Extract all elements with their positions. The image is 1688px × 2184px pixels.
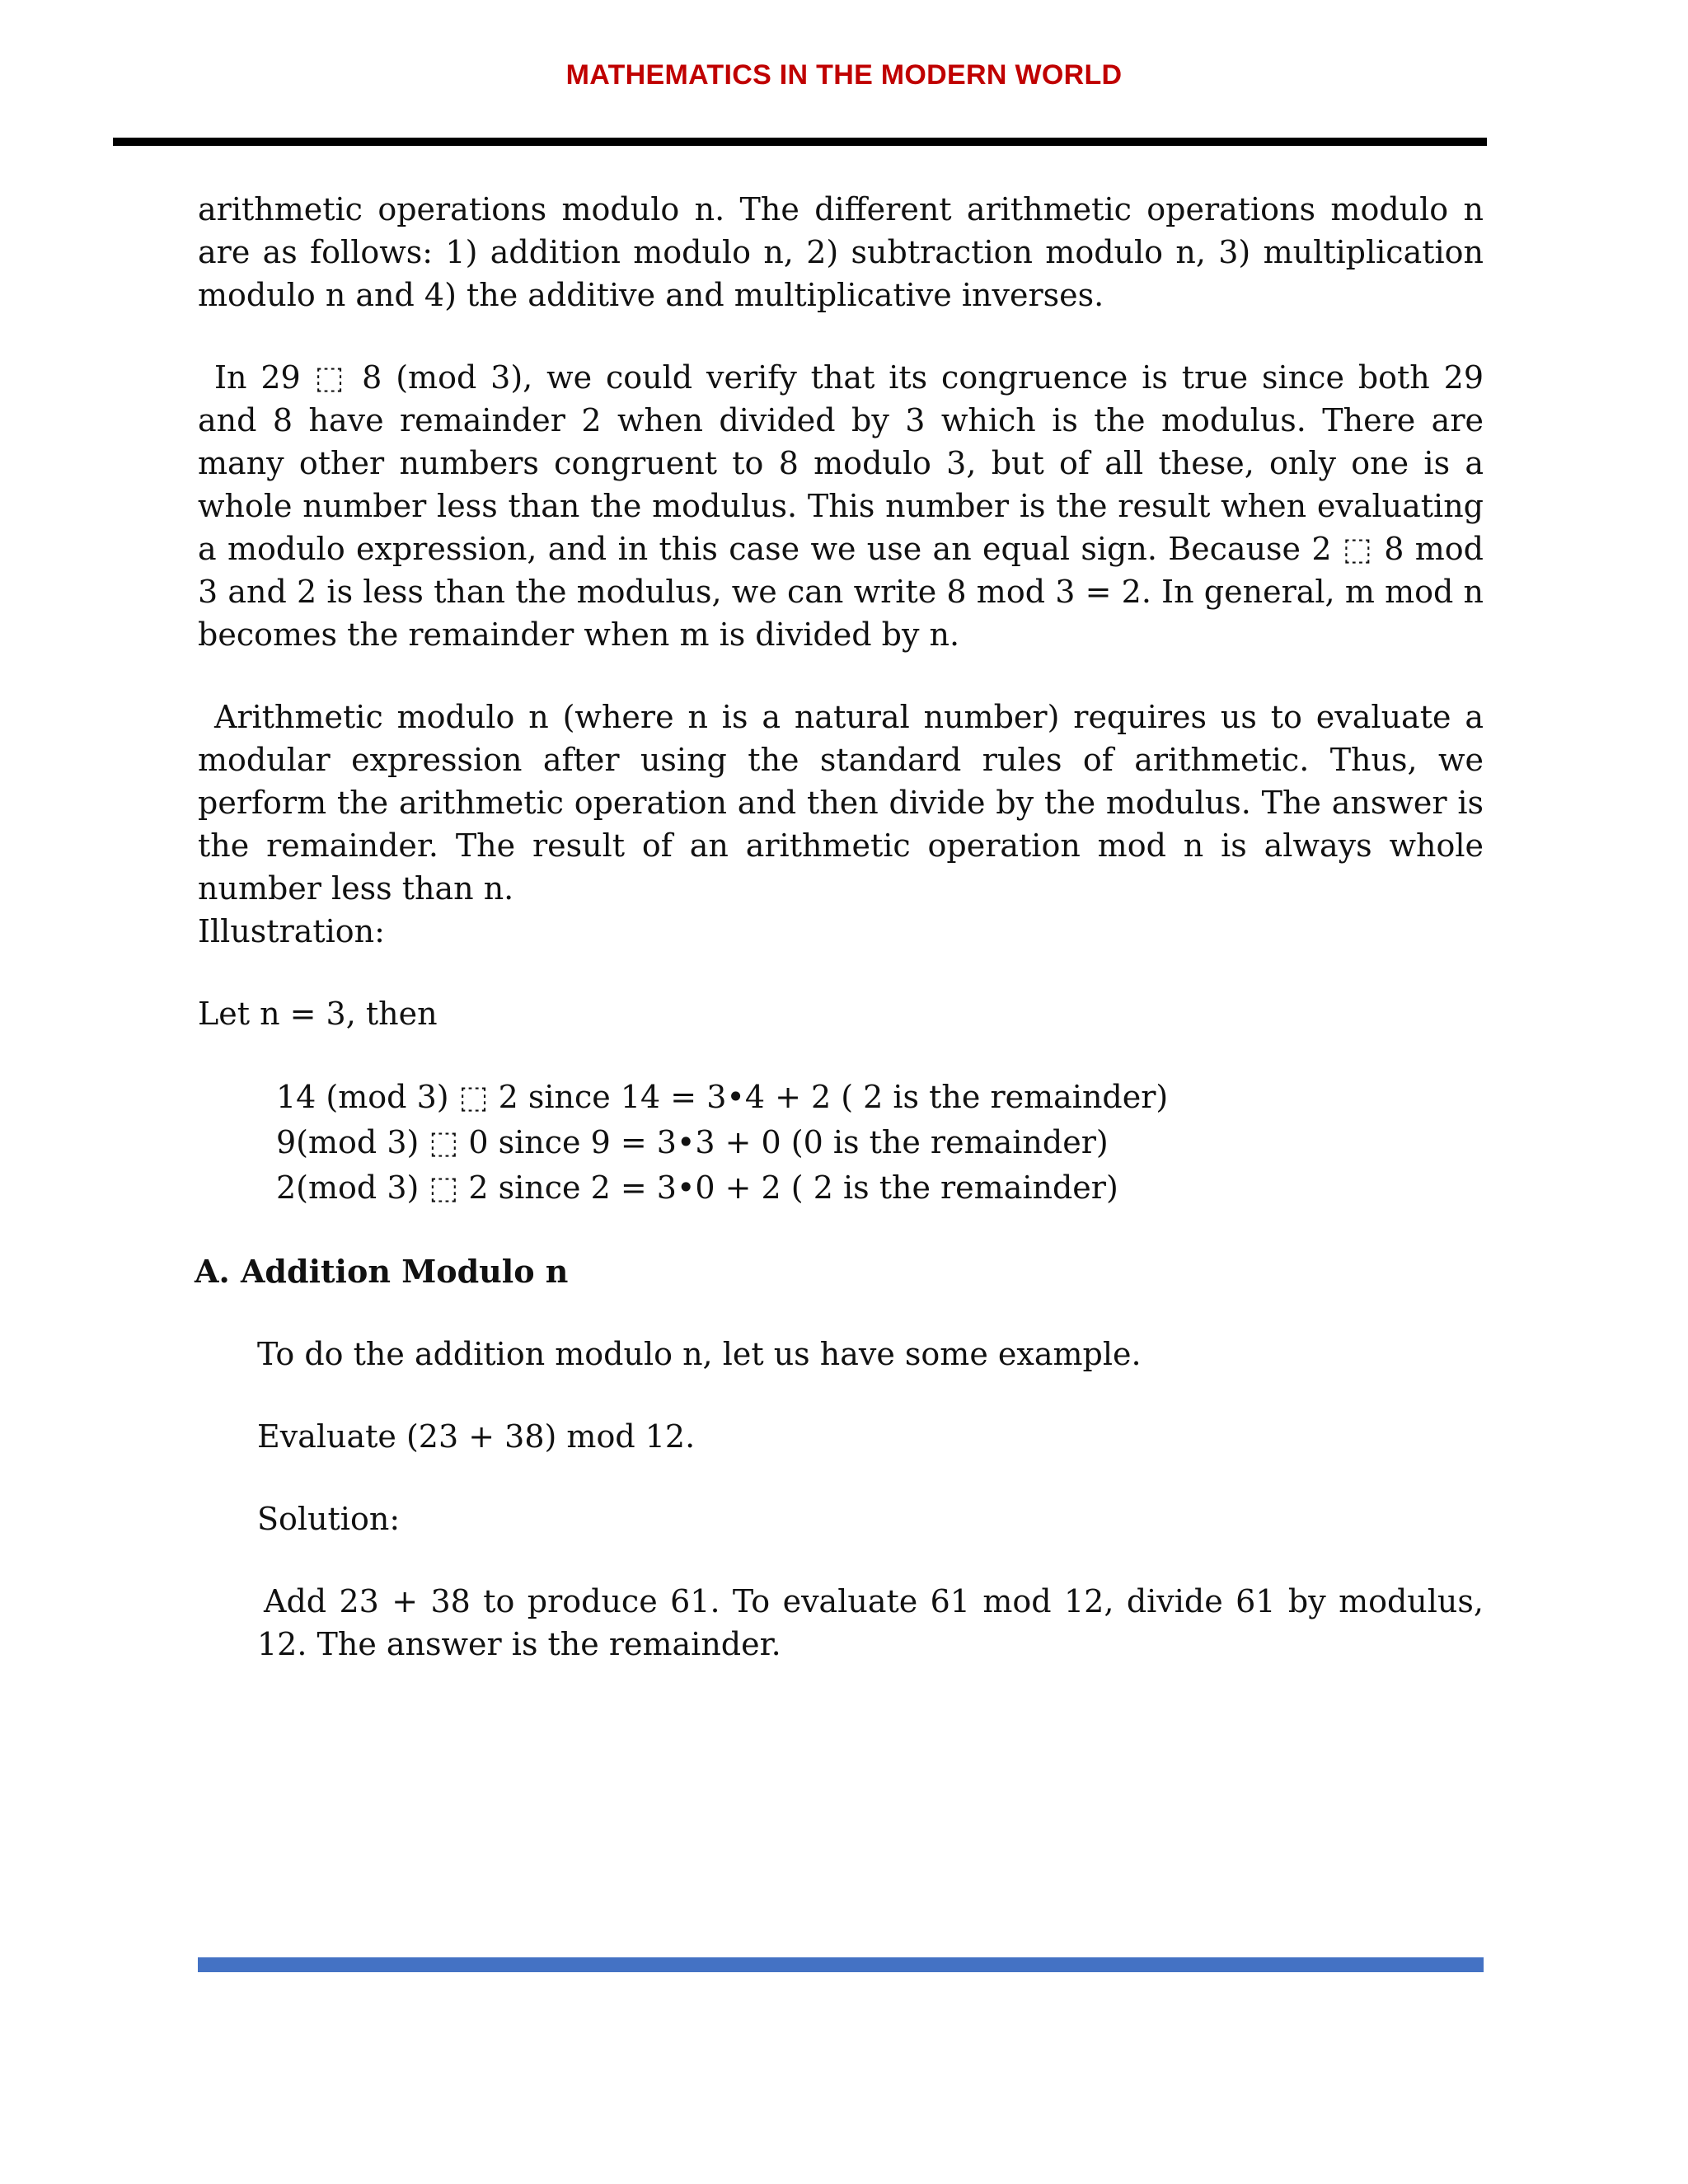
section-heading-addition-modulo: A. Addition Modulo n [195, 1253, 569, 1290]
solution-label: Solution: [257, 1501, 401, 1537]
illustration-examples [276, 1075, 1484, 1211]
header-divider [113, 138, 1487, 146]
footer-divider [198, 1957, 1484, 1972]
example-line: 9(mod 3) ⬚ 0 since 9 = 3•3 + 0 (0 is the remainder) [276, 1124, 1109, 1160]
addition-intro: To do the addition modulo n, let us have some example. [257, 1336, 1142, 1372]
solution-text: Add 23 + 38 to produce 61. To evaluate 61 mod 12, divide 61 by modulus, 12. The answer is the remainder. [257, 1583, 1484, 1662]
let-n-line: Let n = 3, then [198, 996, 438, 1032]
paragraph-arithmetic-modulo: Arithmetic modulo n (where n is a natural number) requires us to evaluate a modular expression after using the standard rules of arithmetic. Thus, we perform the arithmetic operation and then divide by the modulus. The answer is the remainder. The result of an arithmetic operation mod n is always whole number less than n. [198, 699, 1484, 907]
evaluate-problem: Evaluate (23 + 38) mod 12. [257, 1418, 696, 1455]
example-line: 14 (mod 3) ⬚ 2 since 14 = 3•4 + 2 ( 2 is the remainder) [276, 1079, 1169, 1115]
page-content [195, 188, 1484, 1666]
page-header-title: MATHEMATICS IN THE MODERN WORLD [565, 59, 1123, 91]
paragraph-congruence: In 29 ⬚ 8 (mod 3), we could verify that its congruence is true since both 29 and 8 have remainder 2 when divided by 3 which is the modulus. There are many other numbers congruent to 8 modulo 3, but of all these, only one is a whole number less than the modulus. This number is the result when evaluating a modulo expression, and in this case we use an equal sign. Because 2 ⬚ 8 mod 3 and 2 is less than the modulus, we can write 8 mod 3 = 2. In general, m mod n becomes the remainder when m is divided by n. [198, 359, 1484, 653]
section-addition-body [257, 1333, 1484, 1666]
paragraph-operations: arithmetic operations modulo n. The different arithmetic operations modulo n are as follows: 1) addition modulo n, 2) subtraction modulo n, 3) multiplication modulo n and 4) the additive and multiplicative inverses. [198, 191, 1484, 313]
illustration-label: Illustration: [198, 913, 385, 949]
example-line: 2(mod 3) ⬚ 2 since 2 = 3•0 + 2 ( 2 is the remainder) [276, 1169, 1118, 1206]
